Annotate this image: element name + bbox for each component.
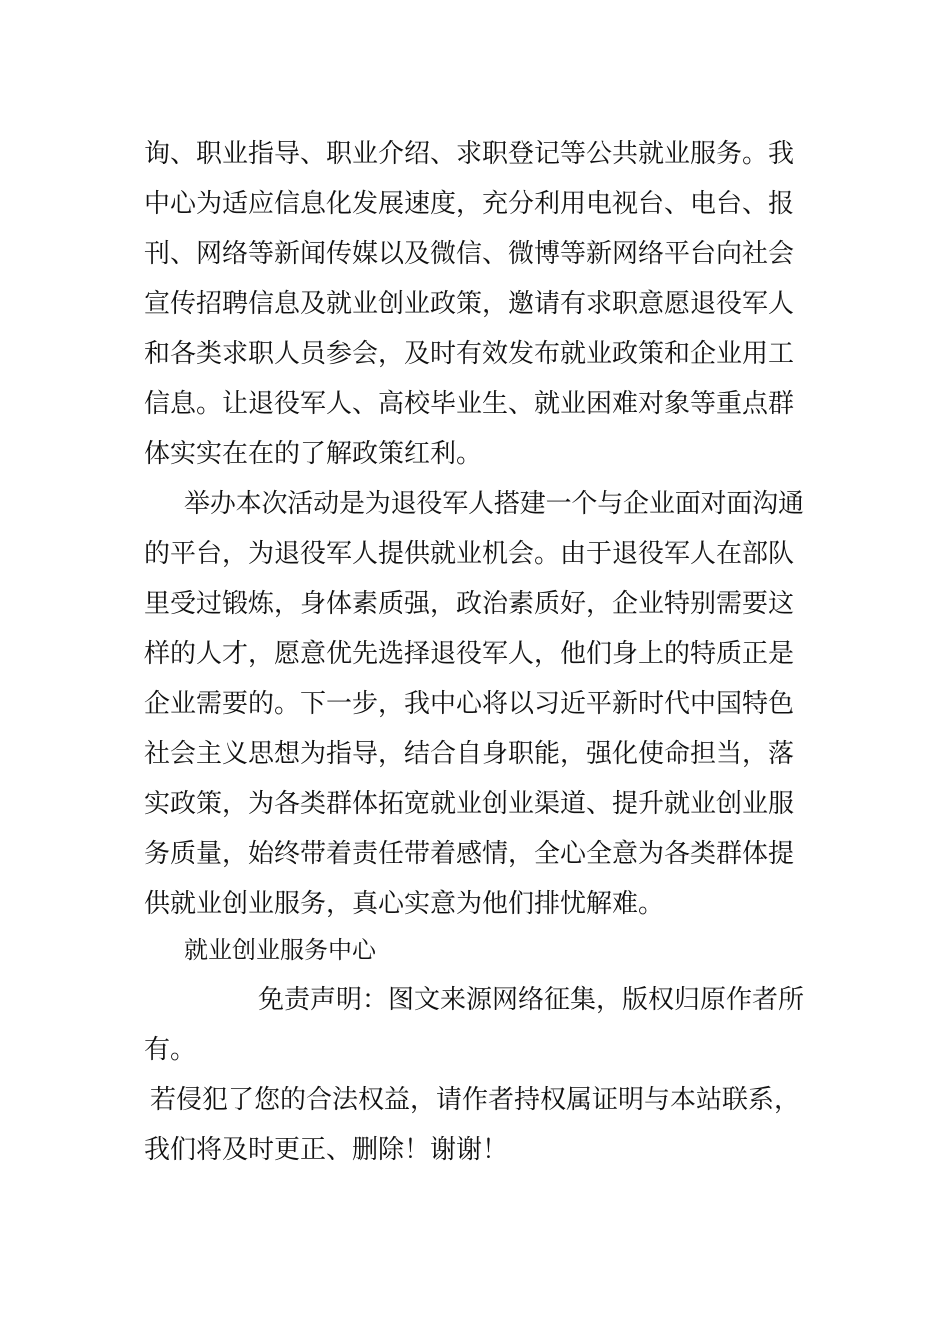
paragraph2-line: 企业需要的。下一步，我中心将以习近平新时代中国特色 <box>144 689 795 719</box>
paragraph1-line: 信息。让退役军人、高校毕业生、就业困难对象等重点群 <box>144 389 795 419</box>
paragraph1-line: 刊、网络等新闻传媒以及微信、微博等新网络平台向社会 <box>144 239 795 269</box>
paragraph2-line: 供就业创业服务，真心实意为他们排忧解难。 <box>144 889 665 919</box>
paragraph1-line: 体实实在在的了解政策红利。 <box>144 439 483 469</box>
paragraph2-line: 的平台，为退役军人提供就业机会。由于退役军人在部队 <box>144 539 795 569</box>
paragraph1-line: 和各类求职人员参会，及时有效发布就业政策和企业用工 <box>144 339 795 369</box>
paragraph1-line: 中心为适应信息化发展速度，充分利用电视台、电台、报 <box>144 189 795 219</box>
paragraph1-line: 宣传招聘信息及就业创业政策，邀请有求职意愿退役军人 <box>144 289 795 319</box>
paragraph2-line: 务质量，始终带着责任带着感情，全心全意为各类群体提 <box>144 839 795 869</box>
paragraph1-line: 询、职业指导、职业介绍、求职登记等公共就业服务。我 <box>144 139 795 169</box>
disclaimer-line: 免责声明：图文来源网络征集，版权归原作者所 <box>258 985 805 1015</box>
disclaimer-line: 有。 <box>144 1035 197 1065</box>
disclaimer-line: 若侵犯了您的合法权益，请作者持权属证明与本站联系， <box>150 1085 801 1115</box>
signature: 就业创业服务中心 <box>184 936 376 964</box>
paragraph2-line: 实政策，为各类群体拓宽就业创业渠道、提升就业创业服 <box>144 789 795 819</box>
paragraph2-line: 样的人才，愿意优先选择退役军人，他们身上的特质正是 <box>144 639 795 669</box>
disclaimer-line: 我们将及时更正、删除！谢谢！ <box>144 1135 509 1165</box>
paragraph2-line: 里受过锻炼，身体素质强，政治素质好，企业特别需要这 <box>144 589 795 619</box>
paragraph2-line: 举办本次活动是为退役军人搭建一个与企业面对面沟通 <box>184 489 804 519</box>
paragraph2-line: 社会主义思想为指导，结合自身职能，强化使命担当，落 <box>144 739 795 769</box>
